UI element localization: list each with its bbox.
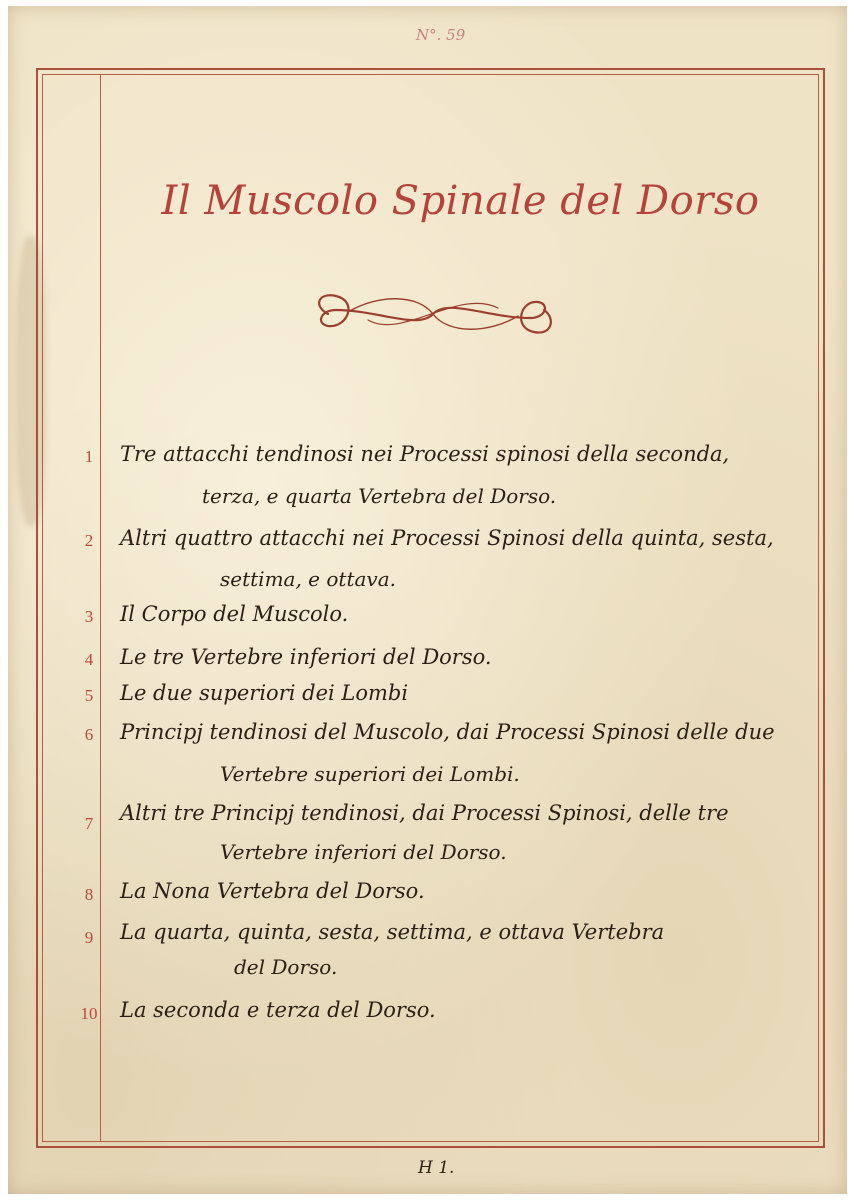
item-number: 4 <box>84 650 94 669</box>
item-line: Le due superiori dei Lombi <box>120 681 409 705</box>
item-line: Vertebre superiori dei Lombi. <box>220 762 520 786</box>
item-line: La Nona Vertebra del Dorso. <box>120 879 425 903</box>
item-line: settima, e ottava. <box>220 567 396 591</box>
item-number: 3 <box>84 607 94 626</box>
item-line: Tre attacchi tendinosi nei Processi spinosi della seconda, <box>120 442 730 466</box>
item-number: 1 <box>84 447 94 466</box>
item-number: 2 <box>84 531 94 550</box>
catalogue-mark: N°. 59 <box>416 26 466 44</box>
item-line: Principj tendinosi del Muscolo, dai Processi Spinosi delle due <box>120 720 775 744</box>
calligraphic-flourish <box>308 284 558 344</box>
item-number: 10 <box>80 1004 98 1023</box>
item-number: 8 <box>84 885 94 904</box>
manuscript-page <box>8 6 847 1194</box>
item-number: 7 <box>84 814 94 833</box>
item-line: Il Corpo del Muscolo. <box>120 602 349 626</box>
item-number: 5 <box>84 686 94 705</box>
item-line: terza, e quarta Vertebra del Dorso. <box>202 484 557 508</box>
item-number: 6 <box>84 725 94 744</box>
page-title: Il Muscolo Spinale del Dorso <box>161 178 760 224</box>
item-line: Le tre Vertebre inferiori del Dorso. <box>120 645 492 669</box>
item-line: del Dorso. <box>234 955 338 979</box>
item-line: La seconda e terza del Dorso. <box>120 998 436 1022</box>
item-line: Altri quattro attacchi nei Processi Spinosi della quinta, sesta, <box>120 526 774 550</box>
item-line: Altri tre Principj tendinosi, dai Processi Spinosi, delle tre <box>120 801 729 825</box>
item-line: La quarta, quinta, sesta, settima, e ottava Vertebra <box>120 920 665 944</box>
folio-mark: H 1. <box>418 1158 455 1178</box>
item-number: 9 <box>84 928 94 947</box>
item-line: Vertebre inferiori del Dorso. <box>220 840 507 864</box>
